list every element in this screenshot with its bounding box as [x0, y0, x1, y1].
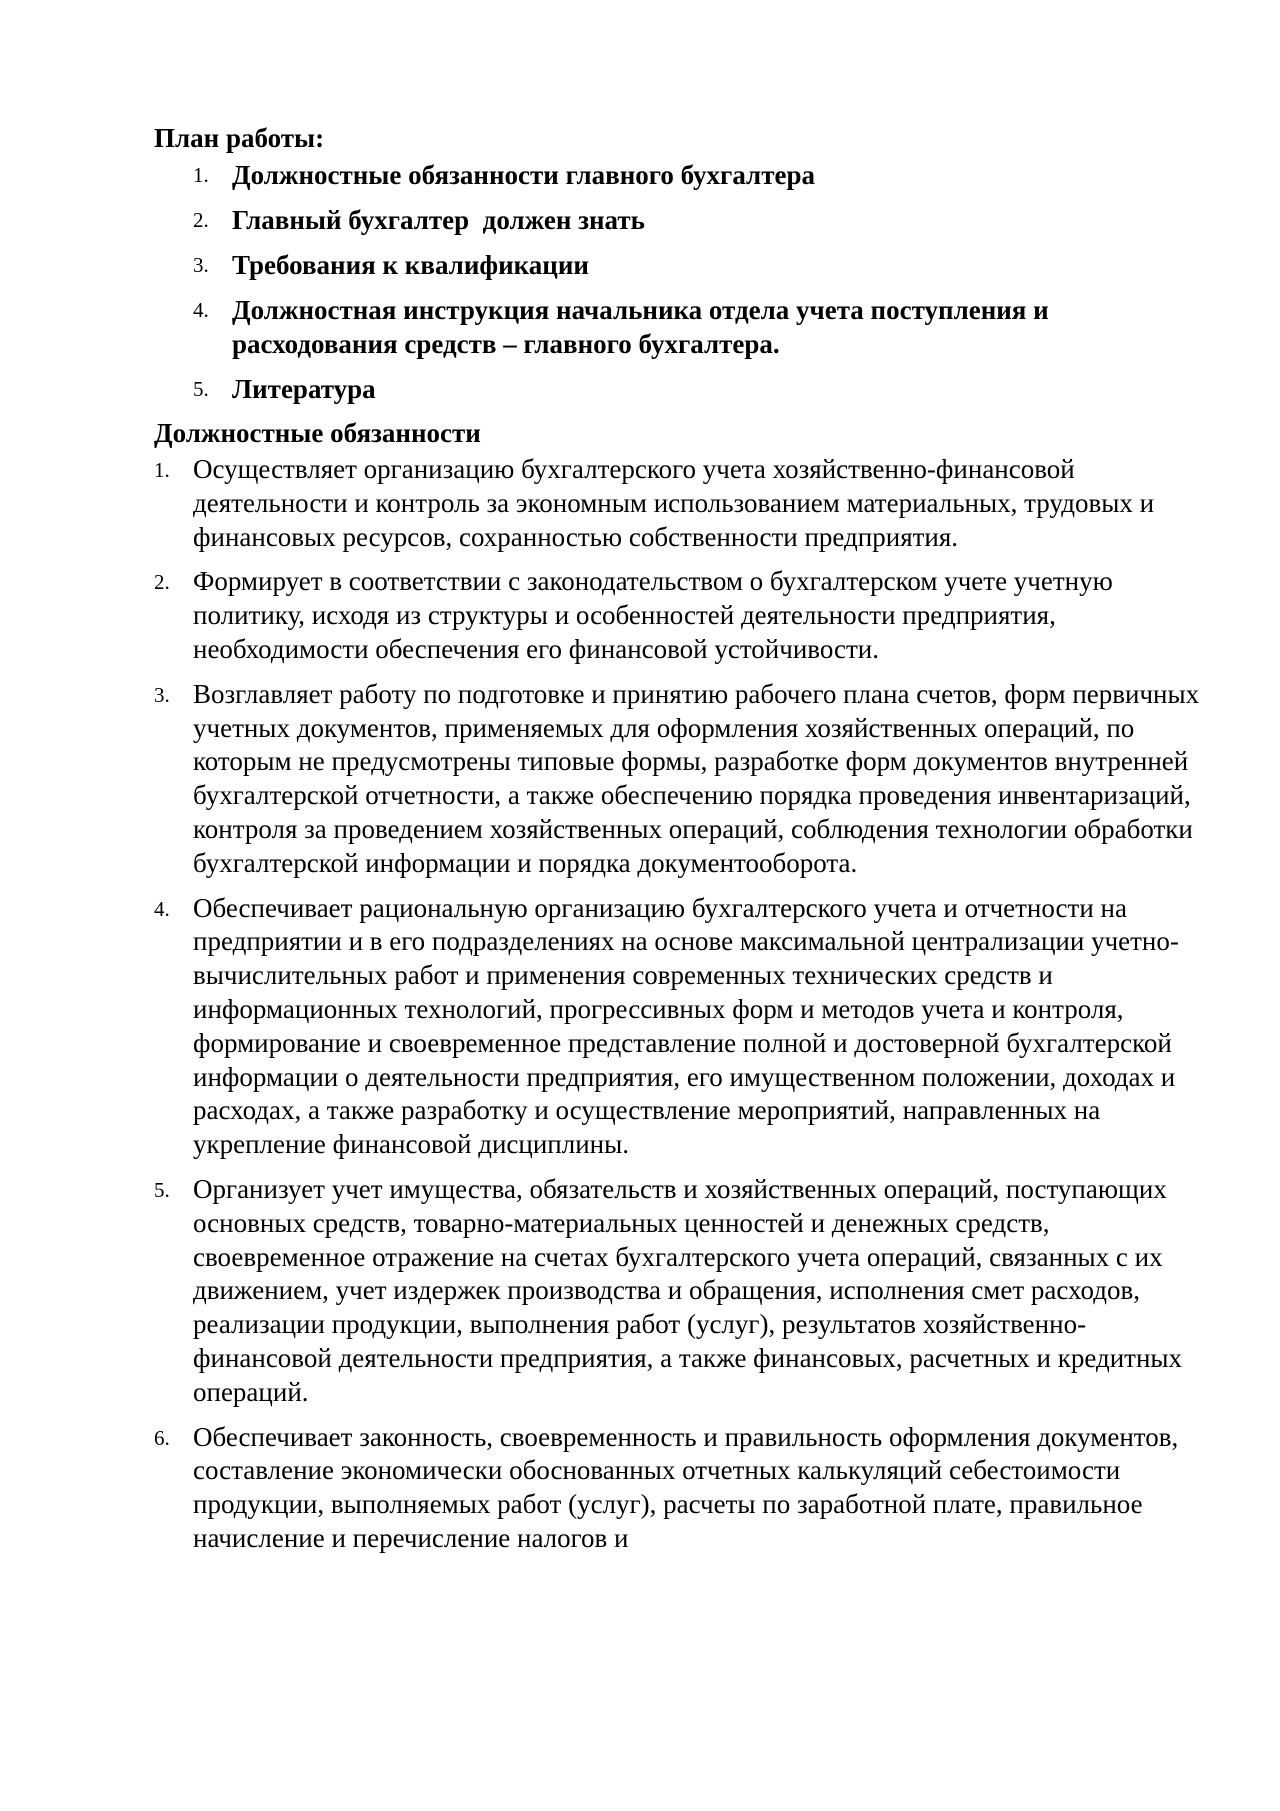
plan-item-text: Главный бухгалтер должен знать — [232, 205, 645, 235]
duty-item-text: Обеспечивает законность, своевременность и правильность оформления документов, составление экономически обоснованных отчетных калькуляций себестоимости продукции, выполняемых работ (услуг), расчеты по заработной плате, правильное начисление и перечисление налогов и — [193, 1421, 1179, 1553]
duty-item-number: 6. — [154, 1425, 170, 1450]
plan-item-text: Требования к квалификации — [232, 250, 589, 280]
duty-item-text: Организует учет имущества, обязательств и хозяйственных операций, поступающих основных средств, товарно-материальных ценностей и денежных средств, своевременное отражение на счетах бухгалтерского учета операций, связанных с их движением, учет издержек производства и обращения, исполнения смет расходов, реализации продукции, выполнения работ (услуг), результатов хозяйственно-финансовой деятельности предприятия, а также финансовых, расчетных и кредитных операций. — [193, 1173, 1183, 1407]
plan-item-number: 3. — [193, 253, 209, 277]
plan-item-number: 1. — [193, 163, 209, 187]
plan-item — [154, 293, 1204, 361]
duties-list — [154, 453, 1204, 1556]
duty-item — [154, 1173, 1204, 1410]
plan-item-text: Должностная инструкция начальника отдела учета поступления и расходования средств – главного бухгалтера. — [232, 295, 1049, 359]
duty-item-text: Осуществляет организацию бухгалтерского учета хозяйственно-финансовой деятельности и контроль за экономным использованием материальных, трудовых и финансовых ресурсов, сохранностью собственности предприятия. — [193, 454, 1155, 552]
plan-item — [154, 248, 1204, 282]
plan-item-number: 4. — [193, 298, 209, 322]
duty-item-number: 2. — [154, 570, 170, 595]
plan-item — [154, 203, 1204, 237]
duty-item-text: Обеспечивает рациональную организацию бухгалтерского учета и отчетности на предприятии и в его подразделениях на основе максимальной централизации учетно-вычислительных работ и применения современных технических средств и информационных технологий, прогрессивных форм и методов учета и контроля, формирование и своевременное представление полной и достоверной бухгалтерской информации о деятельности предприятия, его имущественном положении, доходах и расходах, а также разработку и осуществление мероприятий, направленных на укрепление финансовой дисциплины. — [193, 892, 1179, 1160]
document-page — [154, 122, 1204, 1567]
duty-item — [154, 892, 1204, 1162]
plan-heading: План работы: — [154, 123, 325, 153]
duty-item-number: 1. — [154, 458, 170, 482]
duty-item-number: 3. — [154, 682, 170, 707]
duty-item-text: Формирует в соответствии с законодательством о бухгалтерском учете учетную политику, исходя из структуры и особенностей деятельности предприятия, необходимости обеспечения его финансовой устойчивости. — [193, 566, 1113, 664]
duty-item — [154, 453, 1204, 554]
plan-item-number: 2. — [193, 208, 209, 232]
duty-item — [154, 678, 1204, 881]
plan-item-text: Должностные обязанности главного бухгалтера — [232, 160, 815, 190]
plan-item-number: 5. — [193, 377, 209, 401]
duty-item — [154, 565, 1204, 666]
duty-item-number: 5. — [154, 1177, 170, 1202]
plan-list — [154, 158, 1204, 406]
duty-item — [154, 1421, 1204, 1556]
plan-item — [154, 158, 1204, 192]
plan-item — [154, 372, 1204, 406]
duty-item-number: 4. — [154, 896, 170, 921]
duties-heading: Должностные обязанности — [154, 418, 481, 448]
plan-item-text: Литература — [232, 374, 376, 404]
duty-item-text: Возглавляет работу по подготовке и принятию рабочего плана счетов, форм первичных учетных документов, применяемых для оформления хозяйственных операций, по которым не предусмотрены типовые формы, разработке форм документов внутренней бухгалтерской отчетности, а также обеспечению порядка проведения инвентаризаций, контроля за проведением хозяйственных операций, соблюдения технологии обработки бухгалтерской информации и порядка документооборота. — [193, 678, 1200, 878]
